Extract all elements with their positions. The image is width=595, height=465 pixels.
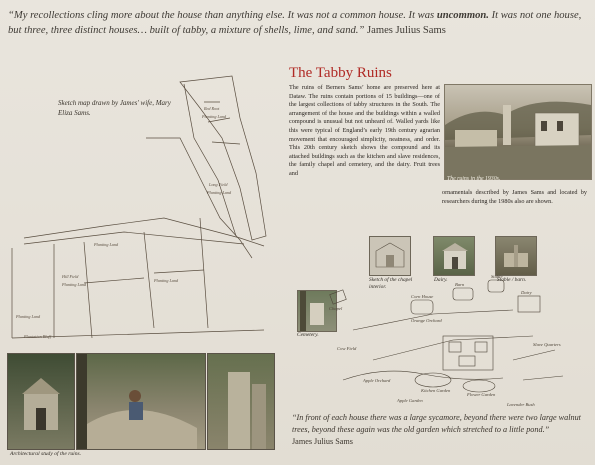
bottom-photo-caption: Architectural study of the ruins. <box>10 451 82 457</box>
bottom-quote <box>292 412 590 448</box>
quote-author: James Julius Sams <box>367 25 446 36</box>
svg-text:Planting Land: Planting Land <box>94 242 119 247</box>
chapel-caption: Sketch of the chapel interior. <box>369 277 413 290</box>
plan-label: Flower Garden <box>467 392 496 397</box>
svg-text:Plantation Bluff: Plantation Bluff <box>24 334 51 339</box>
plan-label: Slave Quarters <box>533 342 561 347</box>
page-title: The Tabby Ruins <box>289 65 392 81</box>
svg-text:Planting Land: Planting Land <box>62 282 87 287</box>
dairy-caption: Dairy. <box>434 277 448 283</box>
stable-caption: Stable / barn. <box>497 277 527 283</box>
architectural-photo-2-image <box>77 354 205 449</box>
svg-text:Red Root: Red Root <box>204 106 220 111</box>
bottom-quote-author: James Julius Sams <box>292 437 353 446</box>
plan-label: Barn <box>455 282 465 287</box>
architectural-photo-3-image <box>208 354 274 449</box>
quote-emphasis: uncommon. <box>436 10 489 21</box>
svg-text:Hill Field: Hill Field <box>62 274 79 279</box>
ground-plan-sketch <box>293 270 588 410</box>
plan-label: Apple Garden <box>397 398 423 403</box>
architectural-photo-2 <box>76 353 206 450</box>
svg-text:Planting Land: Planting Land <box>202 114 227 119</box>
plan-label: Kitchen Garden <box>421 388 451 393</box>
architectural-photo-1 <box>7 353 75 450</box>
architectural-photo-3 <box>207 353 275 450</box>
plan-label: Corn House <box>411 294 434 299</box>
body-text-col2: ornamentals described by James Sams and located by researchers during the 1980s also are shown. <box>442 189 587 205</box>
plan-label: Stable <box>491 274 503 279</box>
plan-label: Apple Orchard <box>363 378 391 383</box>
quote-text-cont: It was not one house, but three, three distinct houses… built of tabby, a mixture of shells, lime, and sand.” <box>8 10 582 36</box>
svg-text:Planting Land: Planting Land <box>207 190 232 195</box>
body-text-col1: The ruins of Berners Sams’ home are preserved here at Dataw. The ruins contain portions of 15 buildings—one of the largest collections of tabby structures in the South. The arrangement of the house and the buildings within a walled compound is unusual but not unheard of. Walled yards like this were typical of England’s early 19th century agrarian movement that encouraged simplicity, neatness, and order. This 20th century sketch shows the compound and its attached buildings such as the kitchen and slave residences, the family chapel and cemetery, and the dairy. Fruit trees and <box>289 84 440 177</box>
plan-label: Dairy <box>521 290 532 295</box>
ruins-photo-image <box>445 85 591 179</box>
ruins-photo <box>444 84 592 180</box>
plan-label: Cow Field <box>337 346 357 351</box>
map-note: Sketch map drawn by James' wife, Mary Eliza Sams. <box>58 99 171 117</box>
top-quote <box>8 8 588 38</box>
plan-label: Orange Orchard <box>411 318 442 323</box>
svg-text:Long Field: Long Field <box>209 182 228 187</box>
svg-text:Planting Land: Planting Land <box>16 314 41 319</box>
plan-label: Lavender Bush <box>507 402 535 407</box>
bottom-quote-text: “In front of each house there was a large sycamore, beyond there were two large walnut trees, beyond these again was the old garden which stretched to a little pond.” <box>292 413 581 434</box>
architectural-photo-1-image <box>8 354 74 449</box>
svg-text:Planting Land: Planting Land <box>154 278 179 283</box>
cemetery-caption: Cemetery. <box>297 332 319 338</box>
ruins-photo-caption: The ruins in the 1930s. <box>447 176 501 182</box>
quote-text: “My recollections cling more about the house than anything else. It was not a common house. It was <box>8 10 435 21</box>
plan-label: Chapel <box>329 306 343 311</box>
